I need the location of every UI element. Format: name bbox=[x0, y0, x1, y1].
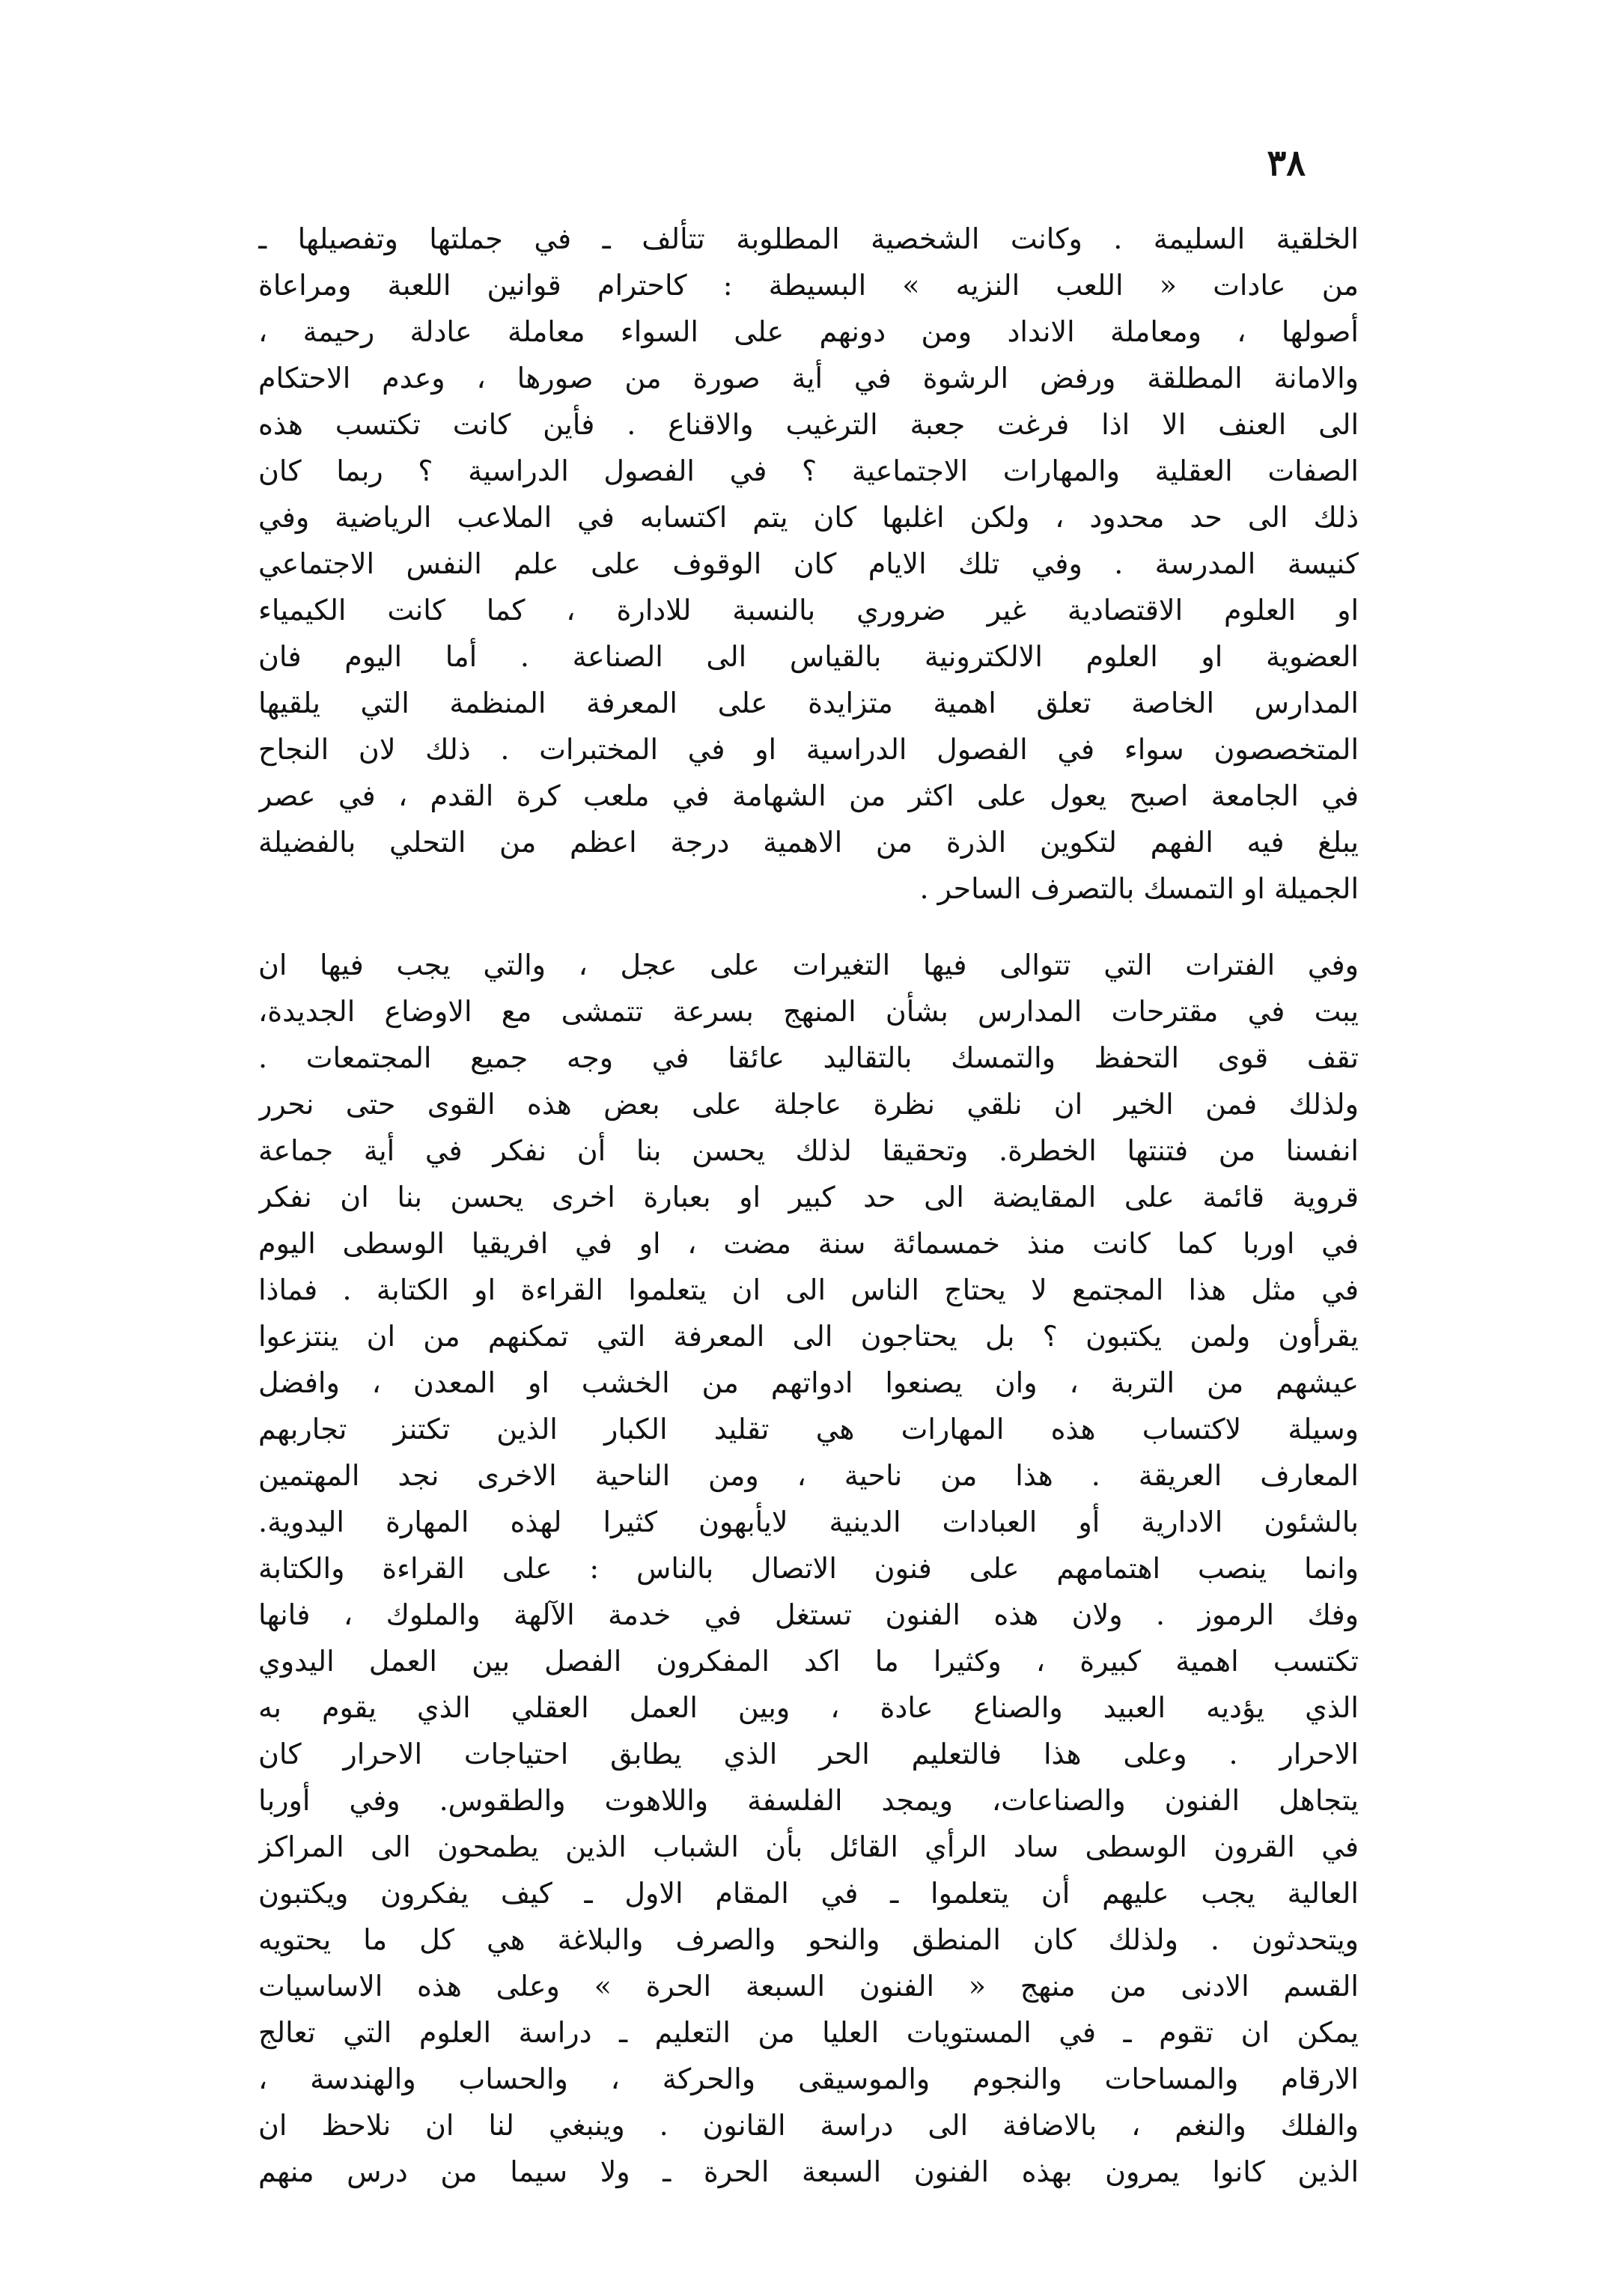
text-line: تكتسب اهمية كبيرة ، وكثيرا ما اكد المفكرون الفصل بين العمل اليدوي bbox=[258, 1645, 1359, 1678]
text-line: وفك الرموز . ولان هذه الفنون تستغل في خدمة الآلهة والملوك ، فانها bbox=[258, 1598, 1359, 1631]
text-line: الذين كانوا يمرون بهذه الفنون السبعة الحرة ـ ولا سيما من درس منهم bbox=[258, 2155, 1359, 2188]
paragraph bbox=[258, 216, 1359, 912]
text-line: يبت في مقترحات المدارس بشأن المنهج بسرعة تتمشى مع الاوضاع الجديدة، bbox=[258, 995, 1359, 1028]
text-line: يقرأون ولمن يكتبون ؟ بل يحتاجون الى المعرفة التي تمكنهم من ان ينتزعوا bbox=[258, 1320, 1359, 1353]
text-line: تقف قوى التحفظ والتمسك بالتقاليد عائقا في وجه جميع المجتمعات . bbox=[258, 1041, 1359, 1074]
text-line: في الجامعة اصبح يعول على اكثر من الشهامة في ملعب كرة القدم ، في عصر bbox=[258, 779, 1359, 812]
text-line: ذلك الى حد محدود ، ولكن اغلبها كان يتم اكتسابه في الملاعب الرياضية وفي bbox=[258, 501, 1359, 534]
text-line: الى العنف الا اذا فرغت جعبة الترغيب والاقناع . فأين كانت تكتسب هذه bbox=[258, 408, 1359, 441]
text-line: قروية قائمة على المقايضة الى حد كبير او بعبارة اخرى يحسن بنا ان نفكر bbox=[258, 1181, 1359, 1214]
text-line: والامانة المطلقة ورفض الرشوة في أية صورة من صورها ، وعدم الاحتكام bbox=[258, 362, 1359, 395]
text-line: ولذلك فمن الخير ان نلقي نظرة عاجلة على بعض هذه القوى حتى نحرر bbox=[258, 1088, 1359, 1121]
text-line: المدارس الخاصة تعلق اهمية متزايدة على المعرفة المنظمة التي يلقيها bbox=[258, 686, 1359, 719]
text-line: العالية يجب عليهم أن يتعلموا ـ في المقام الاول ـ كيف يفكرون ويكتبون bbox=[258, 1877, 1359, 1910]
text-line: وسيلة لاكتساب هذه المهارات هي تقليد الكبار الذين تكتنز تجاربهم bbox=[258, 1413, 1359, 1446]
text-line: الجميلة او التمسك بالتصرف الساحر . bbox=[919, 872, 1359, 905]
text-line: القسم الادنى من منهج « الفنون السبعة الحرة » وعلى هذه الاساسيات bbox=[258, 1970, 1359, 2003]
text-line: بالشئون الادارية أو العبادات الدينية لايأبهون كثيرا لهذه المهارة اليدوية. bbox=[258, 1505, 1359, 1538]
text-line: وفي الفترات التي تتوالى فيها التغيرات على عجل ، والتي يجب فيها ان bbox=[258, 948, 1359, 981]
text-line: الصفات العقلية والمهارات الاجتماعية ؟ في الفصول الدراسية ؟ ربما كان bbox=[258, 454, 1359, 487]
text-line: او العلوم الاقتصادية غير ضروري بالنسبة للادارة ، كما كانت الكيمياء bbox=[258, 594, 1359, 627]
text-line: يتجاهل الفنون والصناعات، ويمجد الفلسفة واللاهوت والطقوس. وفي أوربا bbox=[258, 1784, 1359, 1817]
text-line: وانما ينصب اهتمامهم على فنون الاتصال بالناس : على القراءة والكتابة bbox=[258, 1552, 1359, 1585]
text-line: العضوية او العلوم الالكترونية بالقياس الى الصناعة . أما اليوم فان bbox=[258, 640, 1359, 673]
page-number: ٣٨ bbox=[1267, 142, 1306, 184]
text-line: عيشهم من التربة ، وان يصنعوا ادواتهم من الخشب او المعدن ، وافضل bbox=[258, 1366, 1359, 1399]
body-text bbox=[258, 216, 1359, 2195]
text-line: انفسنا من فتنتها الخطرة. وتحقيقا لذلك يحسن بنا أن نفكر في أية جماعة bbox=[258, 1134, 1359, 1167]
text-line: من عادات « اللعب النزيه » البسيطة : كاحترام قوانين اللعبة ومراعاة bbox=[258, 269, 1359, 302]
text-line: في اوربا كما كانت منذ خمسمائة سنة مضت ، او في افريقيا الوسطى اليوم bbox=[258, 1227, 1359, 1260]
text-line: يمكن ان تقوم ـ في المستويات العليا من التعليم ـ دراسة العلوم التي تعالج bbox=[258, 2016, 1359, 2049]
text-line: الذي يؤديه العبيد والصناع عادة ، وبين العمل العقلي الذي يقوم به bbox=[258, 1691, 1359, 1724]
paragraph-gap bbox=[258, 912, 1359, 942]
paragraph bbox=[258, 942, 1359, 2195]
text-line: الخلقية السليمة . وكانت الشخصية المطلوبة تتألف ـ في جملتها وتفصيلها ـ bbox=[258, 222, 1359, 255]
text-line: أصولها ، ومعاملة الانداد ومن دونهم على السواء معاملة عادلة رحيمة ، bbox=[258, 315, 1359, 348]
text-line: يبلغ فيه الفهم لتكوين الذرة من الاهمية درجة اعظم من التحلي بالفضيلة bbox=[258, 826, 1359, 859]
text-line: ويتحدثون . ولذلك كان المنطق والنحو والصرف والبلاغة هي كل ما يحتويه bbox=[258, 1923, 1359, 1956]
text-line: المعارف العريقة . هذا من ناحية ، ومن الناحية الاخرى نجد المهتمين bbox=[258, 1459, 1359, 1492]
text-line: والفلك والنغم ، بالاضافة الى دراسة القانون . وينبغي لنا ان نلاحظ ان bbox=[258, 2109, 1359, 2142]
text-line: في القرون الوسطى ساد الرأي القائل بأن الشباب الذين يطمحون الى المراكز bbox=[258, 1830, 1359, 1863]
text-line: كنيسة المدرسة . وفي تلك الايام كان الوقوف على علم النفس الاجتماعي bbox=[258, 547, 1359, 580]
text-line: في مثل هذا المجتمع لا يحتاج الناس الى ان يتعلموا القراءة او الكتابة . فماذا bbox=[258, 1273, 1359, 1306]
text-line: المتخصصون سواء في الفصول الدراسية او في المختبرات . ذلك لان النجاح bbox=[258, 733, 1359, 766]
text-line: الارقام والمساحات والنجوم والموسيقى والحركة ، والحساب والهندسة ، bbox=[258, 2062, 1359, 2095]
text-line: الاحرار . وعلى هذا فالتعليم الحر الذي يطابق احتياجات الاحرار كان bbox=[258, 1738, 1359, 1770]
